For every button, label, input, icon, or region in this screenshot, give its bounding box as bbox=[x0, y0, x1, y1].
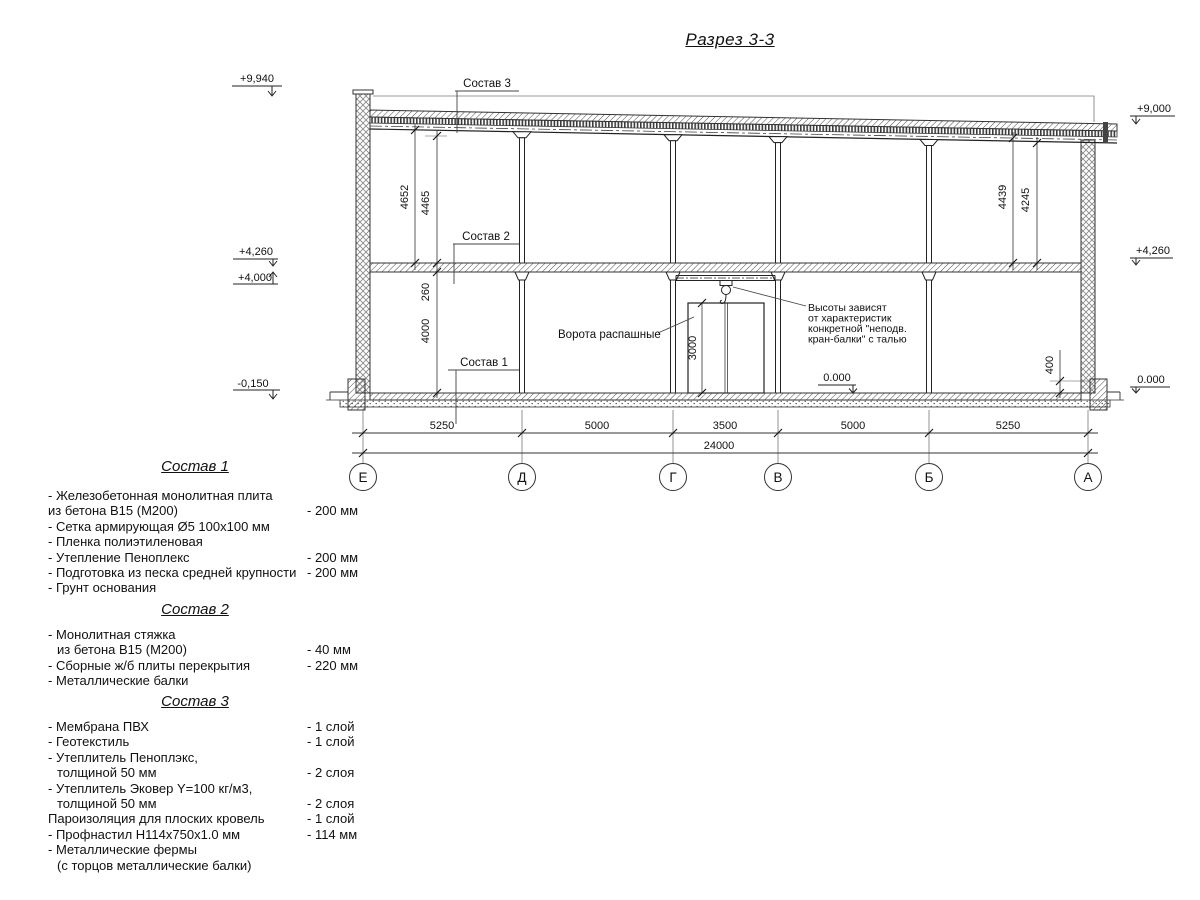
elevation-mark-right-slab-top bbox=[1130, 245, 1173, 265]
callout-layer3: Состав 3 bbox=[463, 78, 511, 90]
dim-gate-height: 3000 bbox=[687, 335, 699, 361]
spec-item: - Металлические фермы bbox=[48, 842, 197, 858]
layer-callouts bbox=[448, 78, 519, 424]
total-dim: 24000 bbox=[703, 440, 735, 452]
spec-item: из бетона В15 (М200) - 40 мм bbox=[57, 642, 351, 658]
spec-list-1 bbox=[48, 488, 383, 596]
spec-item: - Железобетонная монолитная плита bbox=[48, 488, 273, 503]
left-parapet-cap bbox=[353, 90, 373, 94]
callout-layer1: Состав 1 bbox=[460, 357, 508, 369]
spec-item: - Металлические балки bbox=[48, 673, 189, 689]
spec-item: - Утепление Пеноплекс - 200 мм bbox=[48, 549, 359, 565]
axis-label: Е bbox=[358, 470, 368, 485]
elevation-mark-right-roof bbox=[1130, 103, 1175, 124]
floor-slab bbox=[370, 263, 1081, 272]
dim-right-outer: 4439 bbox=[997, 184, 1009, 210]
dim-slab-thickness: 260 bbox=[420, 282, 432, 302]
spec-item: из бетона В15 (М200) - 200 мм bbox=[48, 503, 359, 519]
axis-label: В bbox=[773, 470, 783, 485]
dim-plinth: 400 bbox=[1044, 355, 1056, 375]
vertical-dims-left bbox=[399, 124, 447, 398]
upper-column bbox=[671, 141, 676, 263]
upper-column bbox=[927, 146, 932, 264]
svg-text:Высоты зависят: Высоты зависят bbox=[808, 302, 887, 314]
svg-text:+4,000: +4,000 bbox=[238, 272, 272, 284]
svg-text:0.000: 0.000 bbox=[823, 372, 851, 384]
left-footing bbox=[348, 379, 365, 410]
crane-note bbox=[733, 287, 907, 346]
spec-heading-3: Состав 3 bbox=[161, 693, 229, 710]
callout-layer2: Состав 2 bbox=[462, 231, 510, 243]
spec-item: - Монолитная стяжка bbox=[48, 627, 176, 642]
right-wall bbox=[1081, 140, 1095, 393]
crane-beam bbox=[676, 276, 775, 304]
roof bbox=[370, 110, 1117, 143]
left-wall bbox=[356, 94, 370, 393]
spec-list-3 bbox=[48, 719, 383, 873]
column-head bbox=[515, 272, 529, 280]
dim-right-inner: 4245 bbox=[1020, 187, 1032, 213]
spec-item: - Мембрана ПВХ - 1 слой bbox=[48, 719, 355, 734]
spec-item: - Пленка полиэтиленовая bbox=[48, 534, 203, 550]
dim-left-outer: 4652 bbox=[399, 184, 411, 210]
elevation-mark-left-slab-bottom bbox=[233, 272, 278, 284]
axis-extension-lines bbox=[363, 410, 1088, 463]
lower-column bbox=[776, 280, 781, 393]
dim-left-inner: 4465 bbox=[420, 190, 432, 216]
elevation-mark-mid-floor bbox=[818, 372, 857, 393]
svg-text:0.000: 0.000 bbox=[1137, 374, 1165, 386]
spec-item: толщиной 50 мм - 2 слоя bbox=[57, 795, 355, 811]
span-dim: 5250 bbox=[429, 420, 455, 432]
upper-column bbox=[776, 143, 781, 263]
gate bbox=[688, 303, 764, 393]
gate-dimension bbox=[687, 299, 706, 397]
spec-item: Пароизоляция для плоских кровель - 1 слой bbox=[48, 811, 355, 827]
roof-end-plate bbox=[1103, 122, 1108, 142]
svg-text:+9,000: +9,000 bbox=[1137, 103, 1171, 115]
elevation-mark-right-floor bbox=[1130, 374, 1170, 393]
lower-column bbox=[927, 280, 932, 393]
svg-text:+9,940: +9,940 bbox=[240, 73, 274, 85]
upper-columns bbox=[513, 132, 938, 263]
svg-text:кран-балки" с талью: кран-балки" с талью bbox=[808, 333, 907, 346]
svg-text:-0,150: -0,150 bbox=[237, 378, 269, 390]
column-capital bbox=[664, 135, 682, 141]
span-dim: 5250 bbox=[995, 420, 1021, 432]
elevation-mark-left-ground bbox=[233, 378, 280, 399]
column-capital bbox=[769, 137, 787, 143]
axis-bubbles bbox=[350, 464, 1102, 491]
axis-label: Б bbox=[924, 470, 934, 485]
right-footing bbox=[1090, 379, 1107, 410]
spec-item: - Грунт основания bbox=[48, 580, 157, 596]
lower-column bbox=[671, 280, 676, 393]
spec-item: - Сетка армирующая Ø5 100х100 мм bbox=[48, 518, 270, 534]
elevation-mark-left-slab-top bbox=[233, 246, 278, 266]
axis-label: Г bbox=[669, 470, 677, 485]
spec-heading-1: Состав 1 bbox=[161, 458, 229, 475]
axis-label: А bbox=[1083, 470, 1093, 485]
spec-item: - Сборные ж/б плиты перекрытия - 220 мм bbox=[48, 657, 359, 673]
spec-item: - Профнастил Н114х750х1.0 мм - 114 мм bbox=[48, 826, 358, 842]
lower-column bbox=[520, 280, 525, 393]
gate-label: Ворота распашные bbox=[558, 329, 661, 341]
column-head bbox=[922, 272, 936, 280]
svg-text:+4,260: +4,260 bbox=[239, 246, 273, 258]
spec-heading-2: Состав 2 bbox=[161, 601, 229, 618]
axis-label: Д bbox=[517, 470, 527, 485]
spec-item: толщиной 50 мм - 2 слоя bbox=[57, 765, 355, 781]
spec-item: - Утеплитель Пеноплэкс, bbox=[48, 749, 198, 765]
column-capital bbox=[513, 132, 531, 138]
drawing-title: Разрез 3-3 bbox=[685, 30, 775, 49]
spec-item: - Подготовка из песка средней крупности - 200 мм bbox=[48, 564, 359, 580]
upper-column bbox=[520, 138, 525, 263]
column-capital bbox=[920, 140, 938, 146]
svg-text:+4,260: +4,260 bbox=[1136, 245, 1170, 257]
span-dim: 3500 bbox=[712, 420, 738, 432]
spec-item: (с торцов металлические балки) bbox=[57, 857, 252, 873]
svg-text:конкретной "неподв.: конкретной "неподв. bbox=[808, 323, 907, 335]
svg-text:от характеристик: от характеристик bbox=[808, 312, 892, 325]
span-dim: 5000 bbox=[584, 420, 610, 432]
dimension-rows bbox=[352, 420, 1098, 457]
spec-list-2 bbox=[48, 627, 383, 689]
elevation-mark-left-roof bbox=[232, 73, 282, 96]
spec-item: - Утеплитель Эковер Y=100 кг/м3, bbox=[48, 780, 253, 796]
crane-hook-icon bbox=[720, 281, 732, 304]
span-dim: 5000 bbox=[840, 420, 866, 432]
dim-ground-floor-height: 4000 bbox=[420, 318, 432, 344]
spec-item: - Геотекстиль - 1 слой bbox=[48, 734, 355, 750]
